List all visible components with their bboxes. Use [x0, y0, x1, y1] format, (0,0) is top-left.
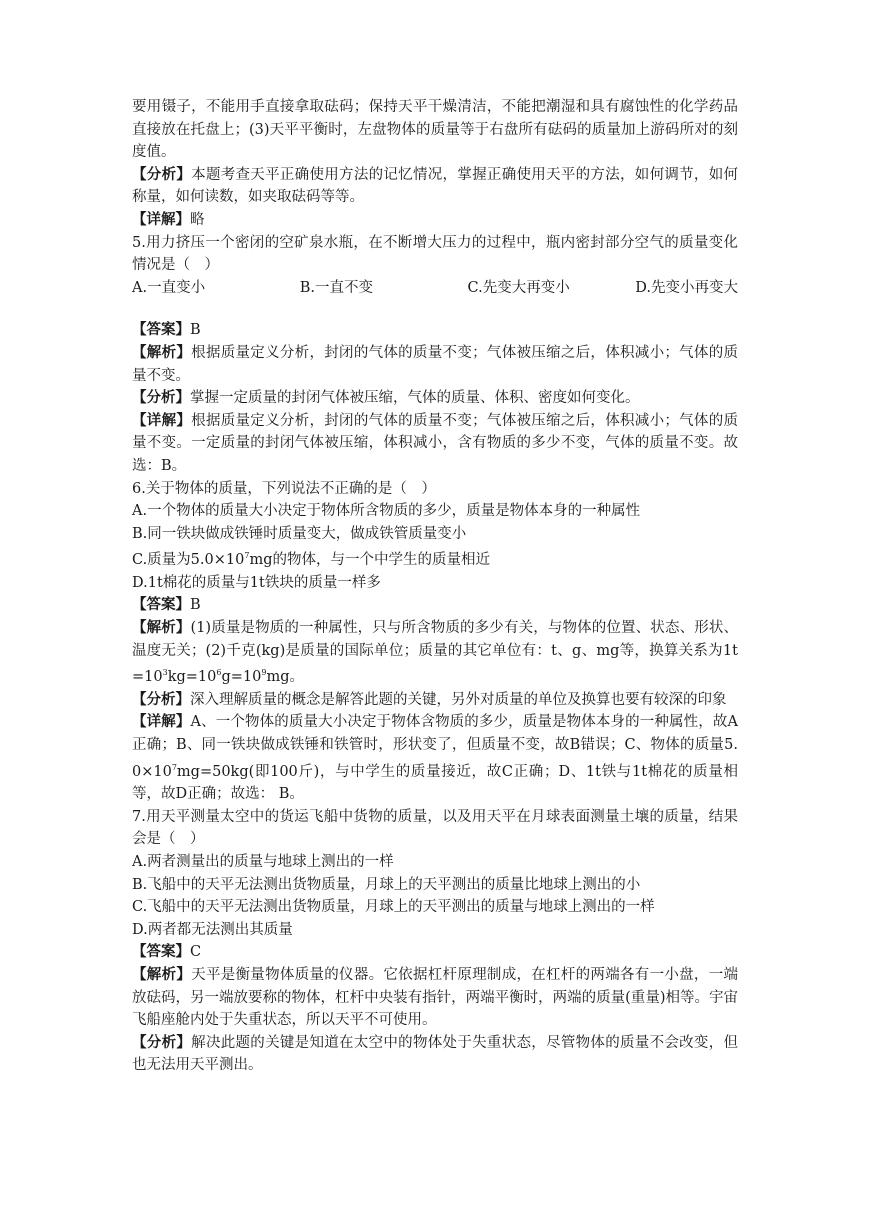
- q7-option-b: B.飞船中的天平无法测出货物质量，月球上的天平测出的质量比地球上测出的小: [132, 876, 641, 893]
- q5-analysis: [132, 387, 738, 410]
- exponent: 7: [244, 551, 250, 561]
- q7-option-a: A.两者测量出的质量与地球上测出的一样: [132, 854, 394, 870]
- explain-tag: 【解析】: [132, 619, 191, 637]
- answer-tag: 【答案】: [132, 596, 190, 614]
- analysis-tag: 【分析】: [132, 1033, 192, 1051]
- exponent: 7: [171, 762, 177, 772]
- detail-tag: 【详解】: [132, 713, 191, 731]
- analysis-text: 本题考查天平正确使用方法的记忆情况，掌握正确使用天平的方法，如何调节，如何称量，如何读数，如夹取砝码等等。: [132, 166, 739, 206]
- q6-option-b: B.同一铁块做成铁锤时质量变大，做成铁管质量变小: [132, 525, 467, 542]
- answer-text: B: [190, 322, 201, 339]
- explain-tag: 【解析】: [132, 965, 192, 983]
- analysis-text: 解决此题的关键是知道在太空中的物体处于失重状态，尽管物体的质量不会改变，但也无法用天平测出。: [132, 1034, 739, 1074]
- q6-answer: [132, 594, 738, 617]
- explain-text-end: mg。: [266, 669, 304, 686]
- q5-option-b: B.一直不变: [299, 279, 374, 296]
- q7-option-c: C.飞船中的天平无法测出货物质量，月球上的天平测出的质量与地球上测出的一样: [132, 899, 655, 916]
- q7-answer: [132, 941, 738, 964]
- exponent: 3: [162, 668, 168, 678]
- analysis-tag: 【分析】: [132, 690, 190, 708]
- explain-text: (1)质量是物质的一种属性，只与所含物质的多少有关，与物体的位置、状态、形状、温度无关；(2)千克(kg)是质量的国际单位；质量的其它单位有：t、g、mg等，换算关系为1t=10: [132, 620, 738, 686]
- explain-text-part: g=10: [221, 669, 262, 686]
- q5-option-d: D.先变小再变大: [635, 279, 739, 296]
- detail-text-end: mg=50kg(即100斤)，与中学生的质量接近，故C正确；D、1t铁与1t棉花的质量相等，故D正确；故选： B。: [132, 763, 738, 803]
- detail-text: 根据质量定义分析，封闭的气体的质量不变；气体被压缩之后，体积减小；气体的质量不变。一定质量的封闭气体被压缩，体积减小，含有物质的多少不变，气体的质量不变。故选：B。: [132, 412, 739, 474]
- q5-option-a: A.一直变小: [132, 279, 206, 296]
- option-c-text: C.质量为5.0×10: [132, 552, 245, 569]
- exponent: 9: [261, 668, 267, 678]
- q5-option-c: C.先变大再变小: [467, 279, 570, 296]
- analysis-tag: 【分析】: [132, 389, 190, 407]
- intro-detail: [132, 209, 738, 232]
- exponent: 6: [216, 668, 222, 678]
- q6-option-c: [132, 545, 738, 572]
- q6-option-d: D.1t棉花的质量与1t铁块的质量一样多: [132, 574, 381, 591]
- q6-option-a: A.一个物体的质量大小决定于物体所含物质的多少，质量是物体本身的一种属性: [132, 503, 641, 520]
- q6-analysis: [132, 689, 738, 712]
- analysis-tag: 【分析】: [132, 165, 192, 183]
- document-content: [132, 96, 738, 1077]
- answer-text: C: [190, 944, 202, 961]
- intro-paragraph: 要用镊子，不能用手直接拿取砝码；保持天平干燥清洁，不能把潮湿和具有腐蚀性的化学药品直接放在托盘上；(3)天平平衡时，左盘物体的质量等于右盘所有砝码的质量加上游码所对的刻度值。: [132, 99, 738, 161]
- answer-text: B: [190, 597, 201, 614]
- detail-text: A、一个物体的质量大小决定于物体含物质的多少，质量是物体本身的一种属性，故A正确；B、同一铁块做成铁锤和铁管时，形状变了，但质量不变，故B错误；C、物体的质量5.0×10: [132, 714, 738, 780]
- explain-tag: 【解析】: [132, 343, 192, 361]
- answer-tag: 【答案】: [132, 321, 190, 339]
- explain-text: 天平是衡量物体质量的仪器。它依据杠杆原理制成，在杠杆的两端各有一小盘，一端放砝码，另一端放要称的物体，杠杆中央装有指针，两端平衡时，两端的质量(重量)相等。宇宙飞船座舱内处于失重状态，所以天平不可使用。: [132, 966, 739, 1029]
- q5-stem: 5.用力挤压一个密闭的空矿泉水瓶，在不断增大压力的过程中，瓶内密封部分空气的质量变化情况是（ ）: [132, 234, 738, 274]
- q5-explain: [132, 342, 738, 387]
- q7-option-d: D.两者都无法测出其质量: [132, 921, 293, 938]
- intro-analysis: [132, 164, 738, 209]
- detail-tag: 【详解】: [132, 411, 192, 429]
- detail-tag: 【详解】: [132, 210, 190, 228]
- q7-stem: 7.用天平测量太空中的货运飞船中货物的质量，以及用天平在月球表面测量土壤的质量，结果会是（ ）: [132, 808, 738, 848]
- answer-tag: 【答案】: [132, 943, 190, 961]
- q5-detail: [132, 410, 738, 478]
- analysis-text: 掌握一定质量的封闭气体被压缩，气体的质量、体积、密度如何变化。: [190, 390, 640, 407]
- q6-explain: [132, 617, 738, 689]
- q6-stem: 6.关于物体的质量，下列说法不正确的是（ ）: [132, 480, 436, 497]
- q6-detail: [132, 711, 738, 805]
- q5-answer: [132, 319, 738, 342]
- q5-options: [132, 277, 738, 300]
- q7-explain: [132, 964, 738, 1032]
- explain-text: 根据质量定义分析，封闭的气体的质量不变；气体被压缩之后，体积减小；气体的质量不变。: [132, 344, 739, 384]
- analysis-text: 深入理解质量的概念是解答此题的关键，另外对质量的单位及换算也要有较深的印象: [190, 691, 727, 708]
- explain-text-part: kg=10: [167, 669, 217, 686]
- detail-text: 略: [190, 211, 205, 228]
- q7-analysis: [132, 1032, 738, 1077]
- option-c-text-end: mg的物体，与一个中学生的质量相近: [249, 552, 490, 569]
